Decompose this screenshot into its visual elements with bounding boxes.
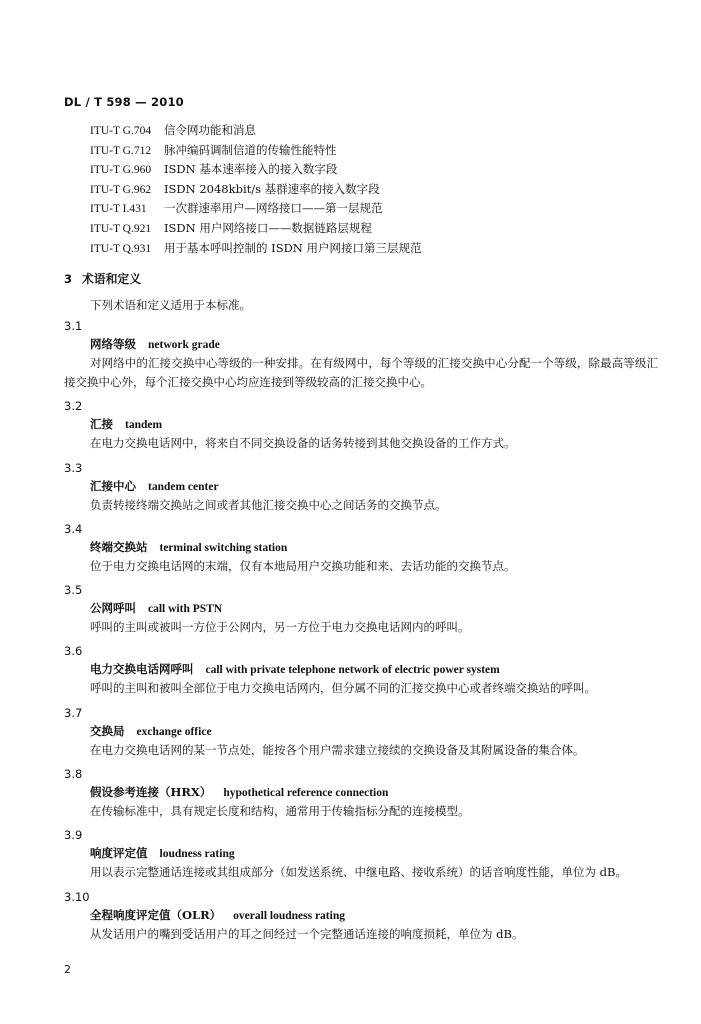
term-english: tandem xyxy=(125,419,163,432)
term-list xyxy=(64,318,658,950)
entry-number: 3.10 xyxy=(64,889,90,904)
term-heading xyxy=(64,599,658,618)
term-chinese: 汇接 xyxy=(90,417,113,432)
document-header: DL / T 598 — 2010 xyxy=(64,95,184,109)
term-heading xyxy=(64,335,658,354)
section-number: 3 xyxy=(64,272,73,286)
term-chinese: 公网呼叫 xyxy=(90,601,136,616)
term-heading xyxy=(64,783,658,802)
term-heading xyxy=(64,415,658,434)
term-chinese: 响度评定值 xyxy=(90,846,148,861)
term-english: call with private telephone network of electric power system xyxy=(205,664,500,677)
term-definition: 从发话用户的嘴到受话用户的耳之间经过一个完整通话连接的响度损耗，单位为 dB。 xyxy=(90,926,524,941)
term-english: terminal switching station xyxy=(159,541,288,554)
entry-number: 3.4 xyxy=(64,521,83,536)
reference-title: 一次群速率用户—网络接口——第一层规范 xyxy=(164,201,383,216)
reference-item xyxy=(90,220,422,240)
entry-number: 3.1 xyxy=(64,319,83,333)
reference-item xyxy=(90,240,422,260)
term-chinese: 汇接中心 xyxy=(90,478,136,493)
reference-code: ITU-T G.960 xyxy=(90,164,152,177)
reference-title: 脉冲编码调制信道的传输性能特性 xyxy=(164,142,337,157)
reference-item xyxy=(90,161,422,181)
term-definition: 对网络中的汇接交换中心等级的一种安排。在有级网中，每个等级的汇接交换中心分配一个等级，除最高等级汇接交换中心外，每个汇接交换中心均应连接到等级较高的汇接交换中心。 xyxy=(64,356,658,389)
term-heading xyxy=(64,538,658,557)
term-heading xyxy=(64,477,658,496)
term-entry xyxy=(64,521,658,576)
entry-number: 3.3 xyxy=(64,460,83,475)
reference-title: 用于基本呼叫控制的 ISDN 用户网接口第三层规范 xyxy=(164,240,422,255)
entry-number: 3.2 xyxy=(64,399,83,414)
term-english: hypothetical reference connection xyxy=(223,787,389,800)
term-english: exchange office xyxy=(136,725,212,738)
term-definition: 在电力交换电话网中，将来自不同交换设备的话务转接到其他交换设备的工作方式。 xyxy=(90,436,516,451)
page-number: 2 xyxy=(64,963,71,976)
term-definition: 位于电力交换电话网的末端，仅有本地局用户交换功能和来、去话功能的交换节点。 xyxy=(90,558,516,573)
term-definition: 呼叫的主叫或被叫一方位于公网内，另一方位于电力交换电话网内的呼叫。 xyxy=(90,620,470,635)
term-entry xyxy=(64,318,658,392)
term-definition: 呼叫的主叫和被叫全部位于电力交换电话网内，但分属不同的汇接交换中心或者终端交换站的呼叫。 xyxy=(90,681,596,696)
reference-code: ITU-T I.431 xyxy=(90,203,147,216)
reference-title: 信令网功能和消息 xyxy=(164,123,256,137)
term-entry xyxy=(64,889,658,944)
reference-item xyxy=(90,181,422,201)
term-heading xyxy=(64,722,658,741)
term-entry xyxy=(64,643,658,698)
term-english: tandem center xyxy=(148,480,219,493)
entry-number: 3.6 xyxy=(64,644,83,659)
section-title: 术语和定义 xyxy=(82,272,141,286)
term-chinese: 交换局 xyxy=(90,723,125,738)
entry-number: 3.9 xyxy=(64,828,83,843)
term-chinese: 电力交换电话网呼叫 xyxy=(90,662,194,677)
term-english: network grade xyxy=(148,339,220,351)
term-entry xyxy=(64,460,658,515)
entry-number: 3.7 xyxy=(64,705,83,720)
section-intro: 下列术语和定义适用于本标准。 xyxy=(90,298,251,312)
term-entry xyxy=(64,827,658,882)
term-chinese: 全程响度评定值（OLR） xyxy=(90,907,222,922)
term-heading xyxy=(64,844,658,863)
term-entry xyxy=(64,582,658,637)
reference-title: ISDN 用户网络接口——数据链路层规程 xyxy=(164,220,372,235)
term-definition: 在传输标准中，具有规定长度和结构，通常用于传输指标分配的连接模型。 xyxy=(90,804,470,819)
reference-item xyxy=(90,122,422,142)
reference-title: ISDN 基本速率接入的接入数字段 xyxy=(164,162,338,177)
term-entry xyxy=(64,398,658,453)
term-chinese: 假设参考连接（HRX） xyxy=(90,785,212,800)
reference-item xyxy=(90,200,422,220)
term-chinese: 终端交换站 xyxy=(90,539,148,554)
term-english: loudness rating xyxy=(159,848,235,861)
reference-list xyxy=(90,122,422,259)
term-chinese: 网络等级 xyxy=(90,337,136,351)
reference-code: ITU-T Q.921 xyxy=(90,222,152,235)
reference-item xyxy=(90,142,422,162)
term-entry xyxy=(64,705,658,760)
reference-title: ISDN 2048kbit/s 基群速率的接入数字段 xyxy=(164,181,380,196)
reference-code: ITU-T Q.931 xyxy=(90,242,152,255)
term-definition: 负责转接终端交换站之间或者其他汇接交换中心之间话务的交换节点。 xyxy=(90,497,447,512)
term-entry xyxy=(64,766,658,821)
term-heading xyxy=(64,660,658,679)
reference-code: ITU-T G.962 xyxy=(90,183,152,196)
term-definition: 用以表示完整通话连接或其组成部分（如发送系统、中继电路、接收系统）的话音响度性能，单位为 dB。 xyxy=(90,865,627,880)
term-english: overall loudness rating xyxy=(233,909,345,922)
reference-code: ITU-T G.712 xyxy=(90,144,152,157)
entry-number: 3.5 xyxy=(64,583,83,598)
term-definition: 在电力交换电话网的某一节点处，能按各个用户需求建立接续的交换设备及其附属设备的集合体。 xyxy=(90,742,585,757)
reference-code: ITU-T G.704 xyxy=(90,125,152,137)
section-heading xyxy=(64,270,141,288)
entry-number: 3.8 xyxy=(64,767,83,782)
term-heading xyxy=(64,906,658,925)
term-english: call with PSTN xyxy=(148,603,223,616)
